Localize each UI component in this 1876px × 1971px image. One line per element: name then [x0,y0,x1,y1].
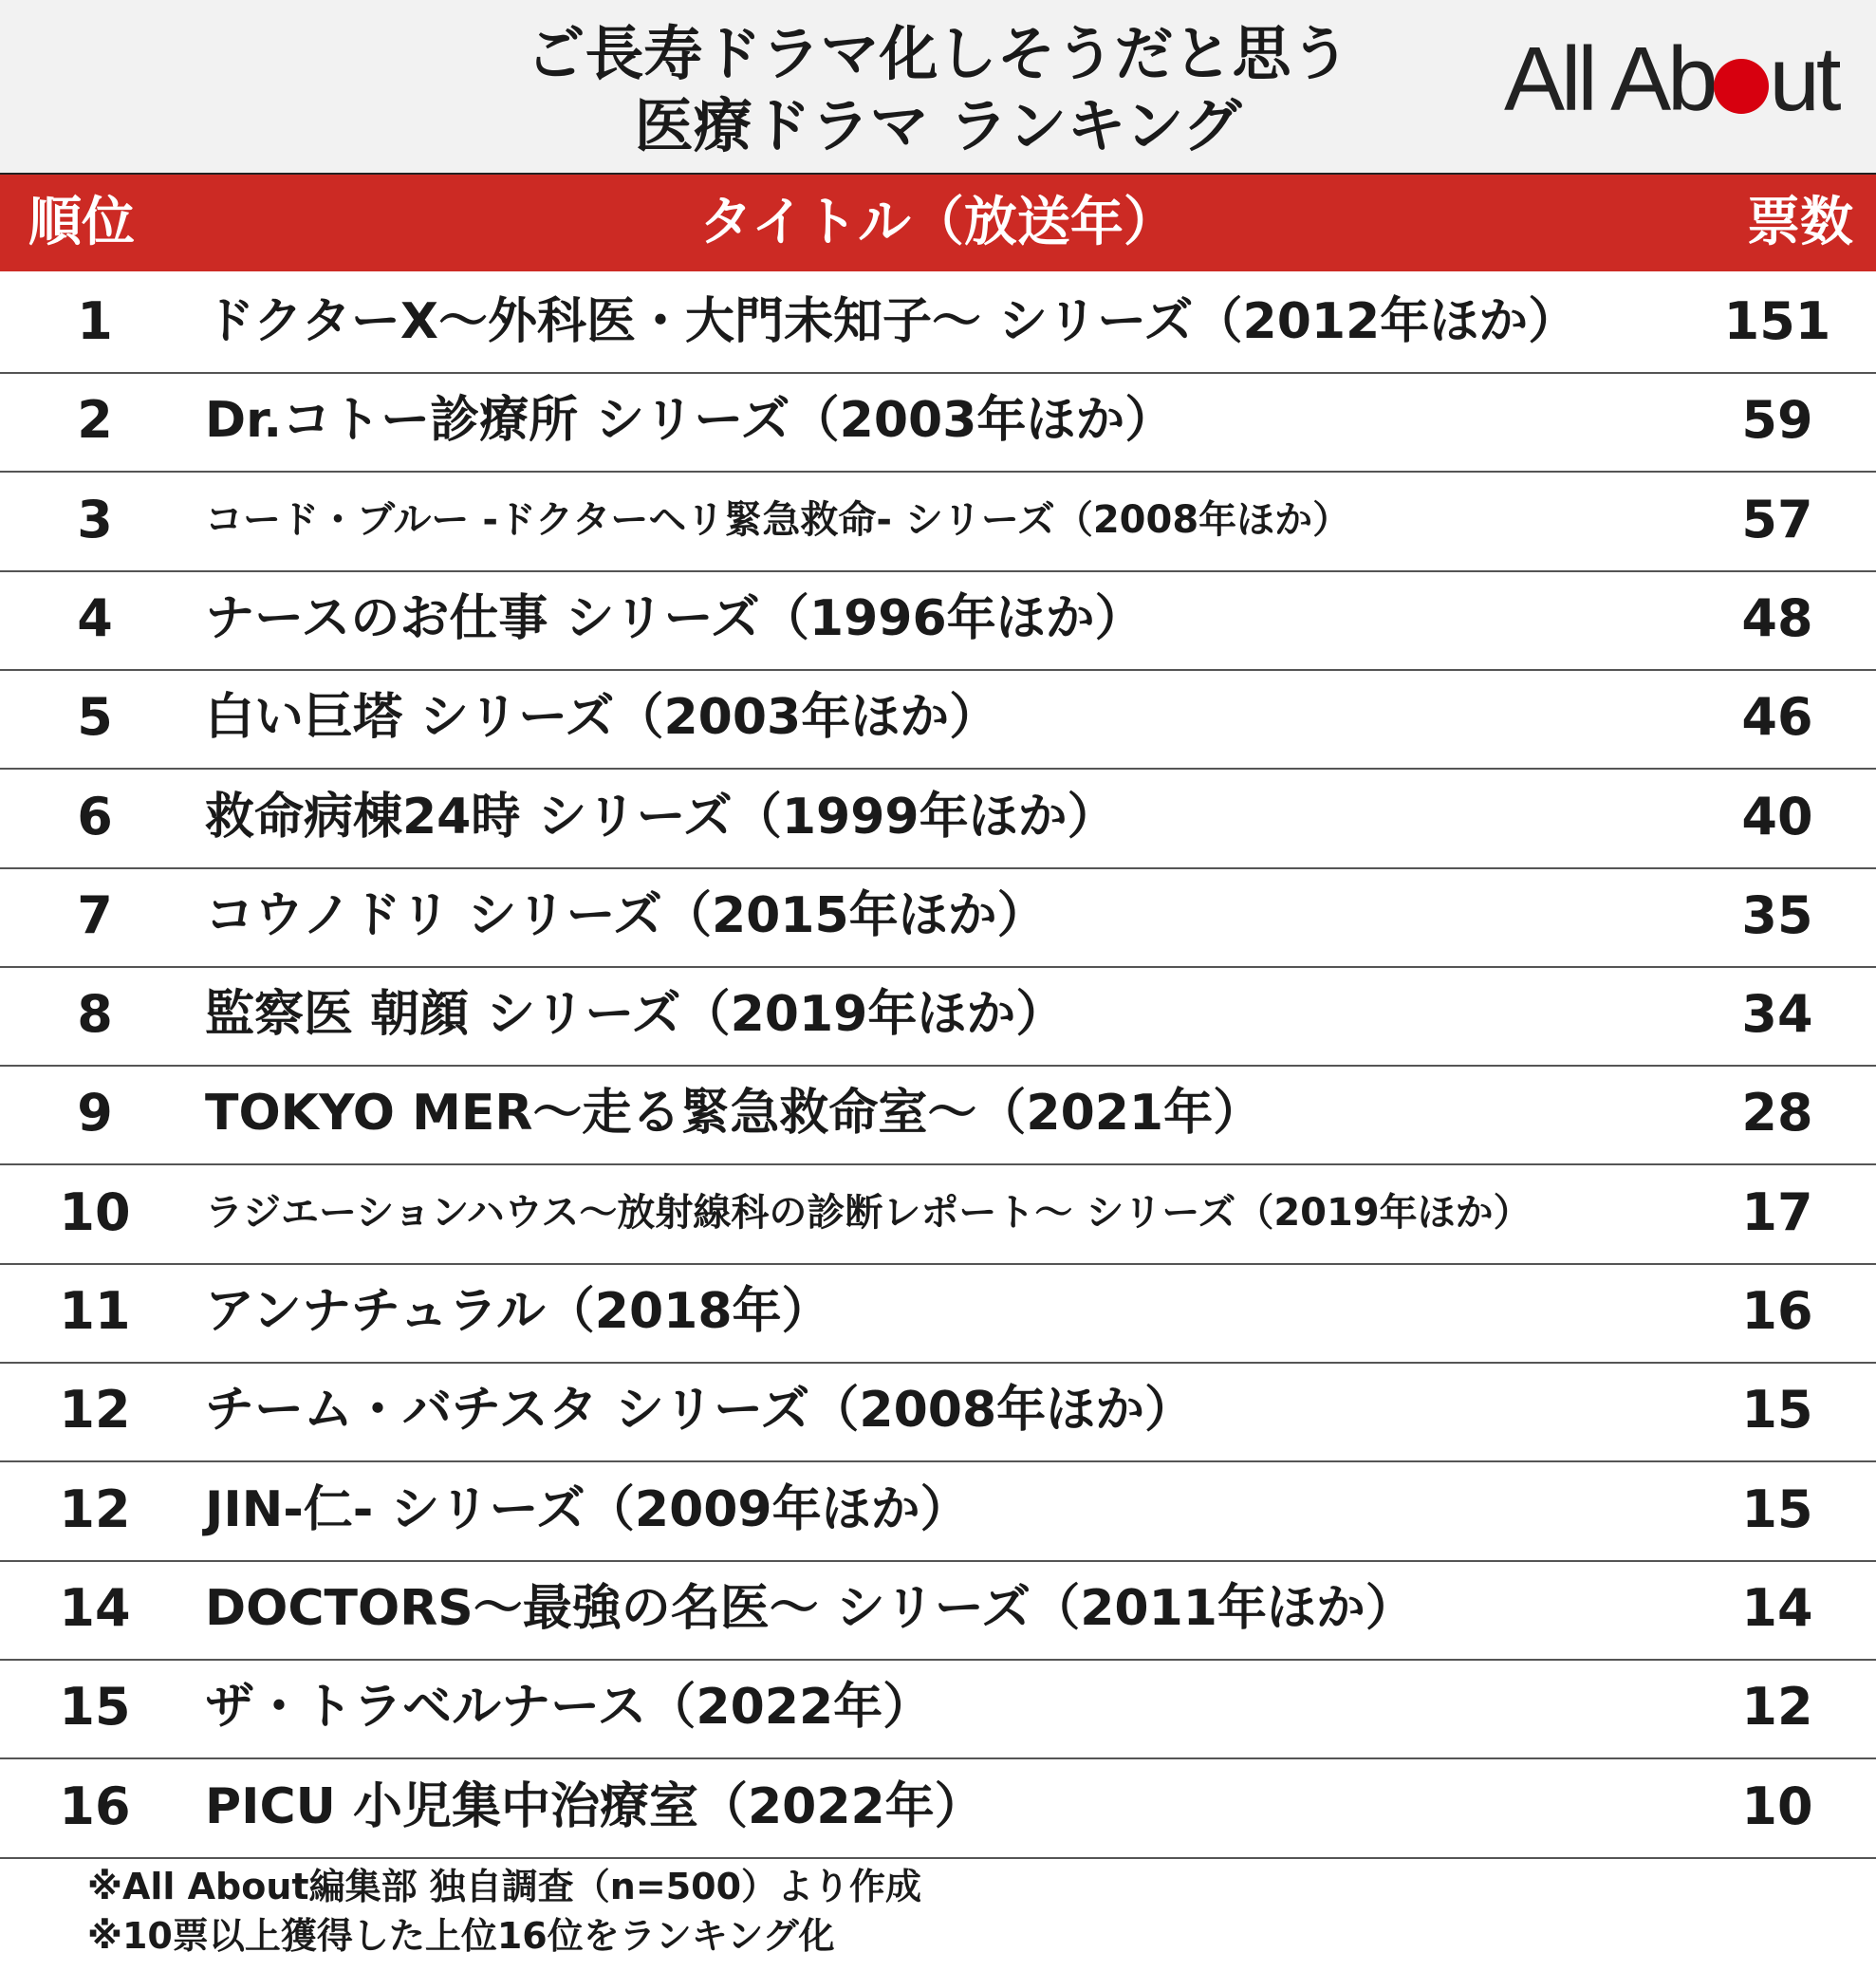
table-row [0,1461,1876,1562]
table-row [0,669,1876,770]
rank-cell: 11 [59,1281,131,1341]
table-row [0,1164,1876,1265]
table-row [0,867,1876,968]
votes-cell: 46 [1741,687,1813,748]
votes-cell: 57 [1741,489,1813,549]
logo-text-before: All Ab [1504,28,1715,130]
logo-dot-icon [1714,59,1769,114]
table-row [0,1263,1876,1364]
header-title: タイトル（放送年） [699,192,1177,253]
rank-cell: 14 [59,1577,131,1638]
table-row [0,769,1876,869]
title-cell: アンナチュラル（2018年） [205,1283,831,1340]
rank-cell: 12 [59,1478,131,1539]
rank-cell: 10 [59,1181,131,1242]
rank-cell: 1 [77,291,113,351]
rank-cell: 6 [77,786,113,846]
title-cell: コウノドリ シリーズ（2015年ほか） [205,886,1047,944]
title-cell: ザ・トラベルナース（2022年） [205,1679,933,1737]
rank-cell: 7 [77,884,113,945]
rank-cell: 15 [59,1677,131,1738]
votes-cell: 28 [1741,1083,1813,1144]
table-row [0,472,1876,572]
title-cell: 監察医 朝顔 シリーズ（2019年ほか） [205,986,1066,1044]
table-header [0,175,1876,271]
rank-cell: 4 [77,587,113,648]
chart-title-line1: ご長寿ドラマ化しそうだと思う [526,19,1350,88]
votes-cell: 17 [1741,1181,1813,1242]
votes-cell: 59 [1741,390,1813,451]
votes-cell: 40 [1741,786,1813,846]
table-row [0,1758,1876,1859]
rank-cell: 12 [59,1380,131,1441]
rank-cell: 16 [59,1776,131,1836]
table-row [0,966,1876,1067]
title-cell: コード・ブルー -ドクターヘリ緊急救命- シリーズ（2008年ほか） [205,497,1351,542]
header-votes: 票数 [1747,192,1853,253]
rank-cell: 8 [77,984,113,1045]
title-cell: Dr.コトー診療所 シリーズ（2003年ほか） [205,392,1175,450]
footnote-2: ※10票以上獲得した上位16位をランキング化 [87,1915,835,1957]
rank-cell: 5 [77,687,113,748]
rank-cell: 3 [77,489,113,549]
title-cell: JIN-仁- シリーズ（2009年ほか） [205,1480,970,1538]
table-row [0,273,1876,374]
title-cell: TOKYO MER～走る緊急救命室～（2021年） [205,1085,1263,1143]
table-row [0,372,1876,473]
votes-cell: 10 [1741,1776,1813,1836]
votes-cell: 48 [1741,587,1813,648]
votes-cell: 15 [1741,1380,1813,1441]
title-cell: PICU 小児集中治療室（2022年） [205,1777,984,1835]
title-cell: 白い巨塔 シリーズ（2003年ほか） [205,689,999,747]
allabout-logo [1504,28,1838,130]
votes-cell: 12 [1741,1677,1813,1738]
title-cell: 救命病棟24時 シリーズ（1999年ほか） [205,788,1117,846]
title-cell: DOCTORS～最強の名医～ シリーズ（2011年ほか） [205,1579,1415,1637]
votes-cell: 151 [1723,291,1831,351]
table-row [0,1065,1876,1165]
header-rank: 順位 [28,192,135,253]
title-cell: ラジエーションハウス～放射線科の診断レポート～ シリーズ（2019年ほか） [205,1190,1532,1235]
footnote-1: ※All About編集部 独自調査（n=500）より作成 [87,1866,922,1907]
rank-cell: 2 [77,390,113,451]
votes-cell: 16 [1741,1281,1813,1341]
title-cell: ナースのお仕事 シリーズ（1996年ほか） [205,589,1144,647]
rank-cell: 9 [77,1083,113,1144]
title-area [0,0,1876,175]
table-row [0,1362,1876,1462]
votes-cell: 34 [1741,984,1813,1045]
table-row [0,1560,1876,1661]
chart-title-line2: 医療ドラマ ランキング [634,91,1242,160]
table-row [0,1659,1876,1759]
title-cell: チーム・バチスタ シリーズ（2008年ほか） [205,1382,1195,1440]
votes-cell: 15 [1741,1478,1813,1539]
logo-text-after: ut [1769,28,1838,130]
table-row [0,570,1876,671]
footnotes [87,1862,921,1961]
title-cell: ドクターX～外科医・大門未知子～ シリーズ（2012年ほか） [205,293,1578,350]
votes-cell: 14 [1741,1577,1813,1638]
votes-cell: 35 [1741,884,1813,945]
